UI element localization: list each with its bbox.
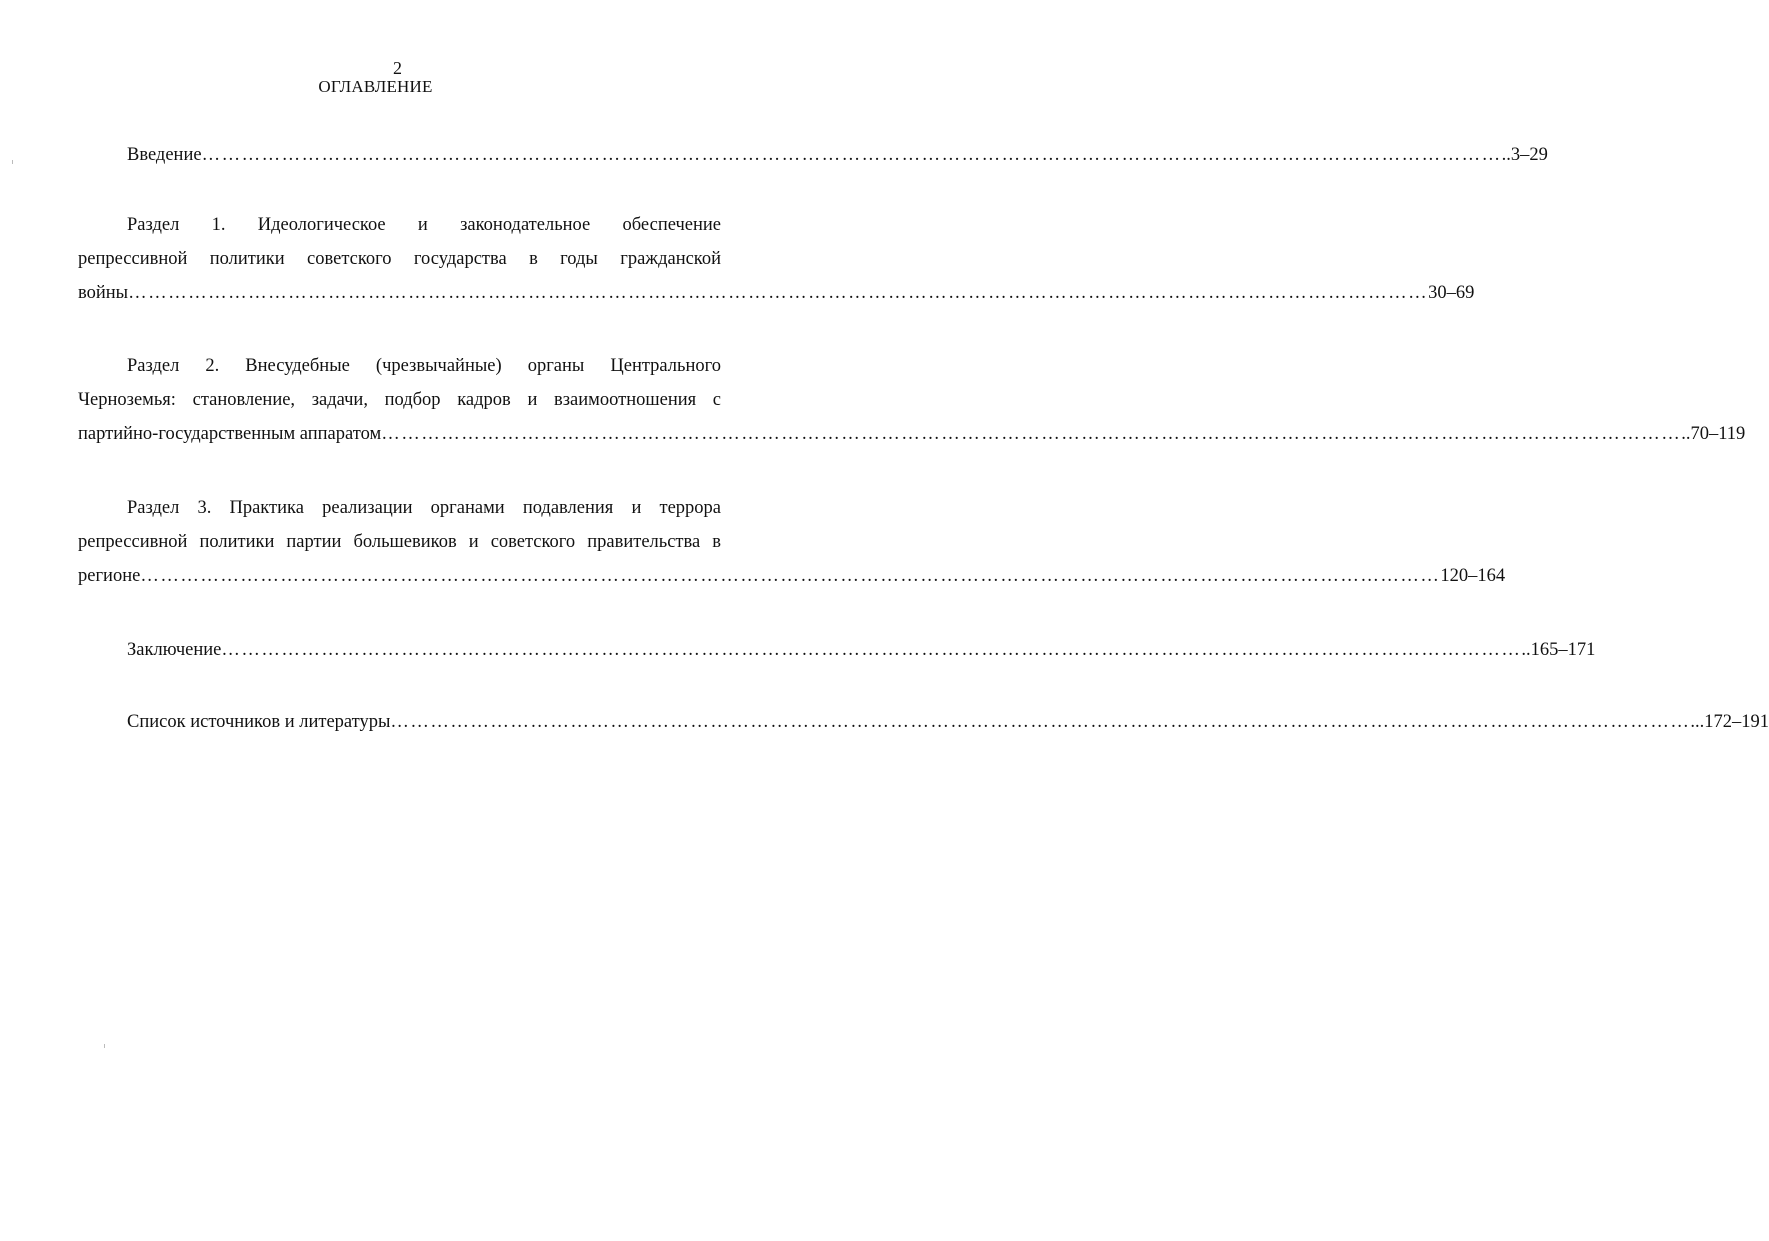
toc-line: репрессивной политики партии большевиков и советского правительства в — [78, 532, 721, 552]
scan-speck — [104, 1044, 105, 1048]
toc-line: Раздел 1. Идеологическое и законодательное обеспечение — [127, 215, 721, 235]
page-title: ОГЛАВЛЕНИЕ — [318, 77, 433, 96]
toc-line — [78, 138, 1548, 172]
toc-entry-section-2 — [78, 349, 1746, 451]
toc-entry-label: войны — [78, 283, 129, 303]
toc-line: Черноземья: становление, задачи, подбор кадров и взаимоотношения с — [78, 390, 721, 410]
toc-line — [78, 559, 1506, 593]
toc-line — [78, 276, 1475, 310]
page-number: 2 — [393, 58, 402, 78]
toc-entry-label: регионе — [78, 566, 141, 586]
toc-entry-label: Введение — [127, 145, 202, 165]
toc-entry-section-3 — [78, 491, 1506, 593]
dot-leader: …………………………………………………………………………………………………………………………………………………………………………… — [390, 712, 1691, 732]
toc-line: репрессивной политики советского государства в годы гражданской — [78, 249, 721, 269]
toc-line — [78, 633, 1596, 667]
toc-line: Раздел 3. Практика реализации органами подавления и террора — [127, 498, 721, 518]
toc-entry-pages: ..3–29 — [1501, 145, 1548, 165]
toc-entry-pages: ..70–119 — [1681, 424, 1746, 444]
toc-entry-conclusion — [78, 633, 1596, 667]
toc-entry-pages: 120–164 — [1440, 566, 1506, 586]
toc-entry-pages: 30–69 — [1428, 283, 1475, 303]
dot-leader: …………………………………………………………………………………………………………………………………………………………………………… — [221, 640, 1522, 660]
toc-entry-label: партийно-государственным аппаратом — [78, 424, 382, 444]
toc-line — [78, 705, 1769, 739]
toc-entry-section-1 — [78, 208, 1475, 310]
toc-entry-intro — [78, 138, 1548, 172]
toc-entry-sources — [78, 705, 1769, 739]
dot-leader: …………………………………………………………………………………………………………………………………………………………………………… — [140, 566, 1441, 586]
toc-entry-pages: ...172–191 — [1690, 712, 1769, 732]
dot-leader: …………………………………………………………………………………………………………………………………………………………………………… — [201, 145, 1502, 165]
toc-entry-pages: ..165–171 — [1521, 640, 1596, 660]
scan-speck — [12, 160, 13, 164]
toc-entry-label: Список источников и литературы — [127, 712, 391, 732]
dot-leader: …………………………………………………………………………………………………………………………………………………………………………… — [128, 283, 1429, 303]
toc-entry-label: Заключение — [127, 640, 222, 660]
toc-line — [78, 417, 1746, 451]
dot-leader: …………………………………………………………………………………………………………………………………………………………………………… — [381, 424, 1682, 444]
toc-line: Раздел 2. Внесудебные (чрезвычайные) органы Центрального — [127, 356, 721, 376]
